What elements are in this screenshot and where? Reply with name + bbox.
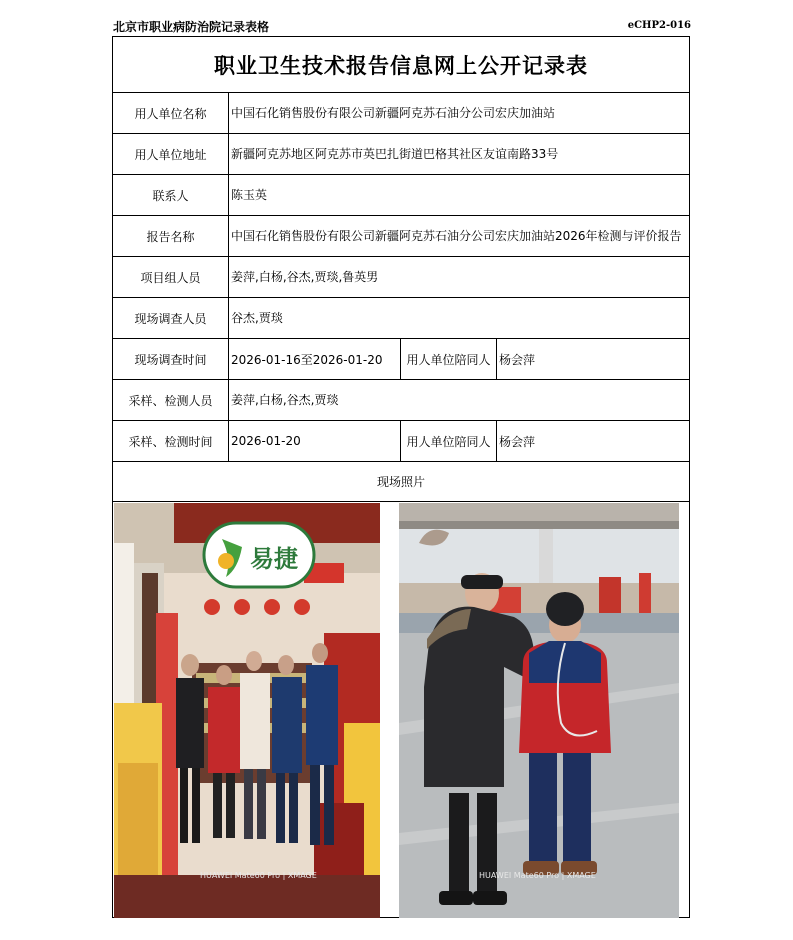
- survey-time-label: 现场调查时间: [113, 339, 229, 379]
- sampling-time-value: 2026-01-20: [229, 421, 401, 461]
- row-employer-address: [113, 134, 689, 175]
- employer-name-value: 中国石化销售股份有限公司新疆阿克苏石油分公司宏庆加油站: [231, 105, 556, 120]
- row-survey-staff: [113, 298, 689, 339]
- employer-address-value: 新疆阿克苏地区阿克苏市英巴扎街道巴格其社区友谊南路33号: [231, 146, 559, 161]
- row-sampling-time: [113, 421, 689, 462]
- row-team: [113, 257, 689, 298]
- sampling-escort-value: 杨会萍: [499, 434, 536, 449]
- survey-staff-label: 现场调查人员: [113, 298, 229, 338]
- team-value: 姜萍,白杨,谷杰,贾琰,鲁英男: [231, 269, 379, 284]
- site-photos-label: 现场照片: [113, 461, 689, 502]
- form-header-org: 北京市职业病防治院记录表格: [113, 20, 270, 34]
- survey-time-value: 2026-01-16至2026-01-20: [229, 339, 401, 379]
- report-name-label: 报告名称: [113, 216, 229, 256]
- survey-escort-label: 用人单位陪同人: [401, 339, 497, 379]
- camera-watermark: HUAWEI Mate60 Pro | XMAGE: [200, 871, 317, 880]
- row-sampling-staff: [113, 380, 689, 421]
- contact-value: 陈玉英: [231, 187, 268, 202]
- team-label: 项目组人员: [113, 257, 229, 297]
- record-table: [112, 36, 690, 918]
- row-contact: [113, 175, 689, 216]
- store-sign-text: 易捷: [250, 545, 298, 573]
- survey-staff-value: 谷杰,贾琰: [231, 310, 283, 325]
- form-code: eCHP2-016: [627, 20, 691, 31]
- contact-label: 联系人: [113, 175, 229, 215]
- employer-name-label: 用人单位名称: [113, 93, 229, 133]
- sampling-time-label: 采样、检测时间: [113, 421, 229, 461]
- row-survey-time: [113, 339, 689, 380]
- page-title: 职业卫生技术报告信息网上公开记录表: [113, 37, 689, 93]
- sampling-photo: [399, 503, 679, 918]
- row-employer-name: [113, 93, 689, 134]
- row-report-name: [113, 216, 689, 257]
- sampling-staff-label: 采样、检测人员: [113, 380, 229, 420]
- sampling-staff-value: 姜萍,白杨,谷杰,贾琰: [231, 392, 339, 407]
- sampling-escort-label: 用人单位陪同人: [401, 421, 497, 461]
- employer-address-label: 用人单位地址: [113, 134, 229, 174]
- survey-escort-value: 杨会萍: [499, 352, 536, 367]
- camera-watermark: HUAWEI Mate60 Pro | XMAGE: [479, 871, 596, 880]
- store-group-photo: [114, 503, 380, 918]
- report-name-value: 中国石化销售股份有限公司新疆阿克苏石油分公司宏庆加油站2026年检测与评价报告: [231, 228, 682, 243]
